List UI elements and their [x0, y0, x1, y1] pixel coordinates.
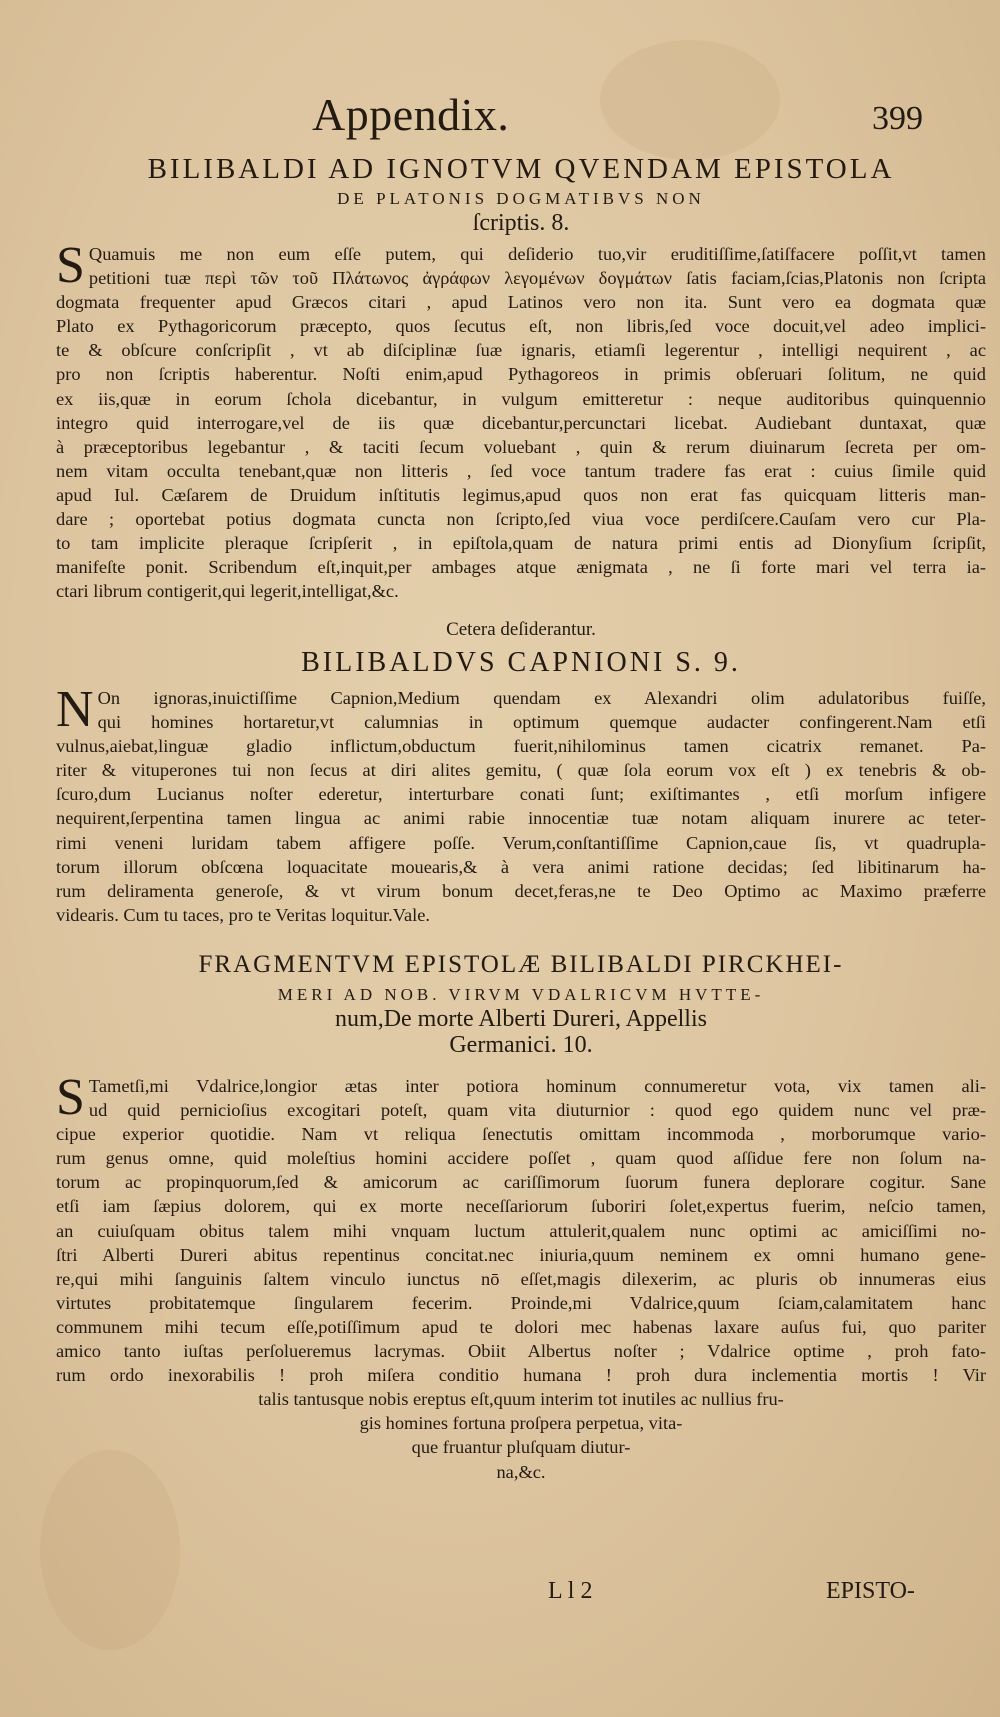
text-line: cipue experior quotidie. Nam vt reliqua ſenectutis omittam incommoda , morborumque vario- — [56, 1124, 986, 1145]
running-head — [0, 88, 1000, 148]
text-line: riter & vituperones tui non ſecus at diri alites gemitu, ( quæ ſola eorum vox eſt ) ex tenebris & ob- — [56, 760, 986, 781]
section-epistola-ignotum — [56, 154, 986, 641]
drop-capital: S — [56, 237, 85, 294]
text-line: que fruantur pluſquam diutur- — [411, 1437, 631, 1458]
section-subline: ſcriptis. 8. — [472, 210, 570, 236]
text-line: dare ; oportebat potius dogmata cuncta non ſcripto,ſed viua voce perdiſcere.Cauſam vero cur Pla- — [56, 509, 986, 530]
section-body — [56, 237, 986, 603]
page-footer — [0, 1578, 1000, 1618]
section-body — [56, 1069, 986, 1387]
text-line: na,&c. — [496, 1461, 546, 1482]
section-body — [56, 681, 986, 927]
text-line: etſi iam ſæpius dolorem, qui ex morte neceſſariorum ſuboriri ſolet,expertus fuerim, neſcio tamen, — [56, 1196, 986, 1217]
closing-note: Cetera deſiderantur. — [446, 619, 596, 641]
text-line: à præceptoribus legebantur , & taciti ſecum voluebant , quin & rerum diuinarum ſecreta per om- — [56, 436, 986, 457]
text-line: rum genus omne, quid moleſtius homini accidere poſſet , quam quod aſſidue fere non ſolum na- — [56, 1148, 986, 1169]
text-line: torum ac propinquorum,ſed & amicorum ac cariſſimorum ſuorum funera deplorare cogitur. Sane — [56, 1172, 986, 1193]
text-line: talis tantusque nobis ereptus eſt,quum interim tot inutiles ac nullius fru- — [258, 1389, 784, 1410]
text-line: vulnus,aiebat,linguæ gladio inflictum,obductum fuerit,nihilominus tamen cicatrix remanet. Pa- — [56, 736, 986, 757]
text-line: rum ordo inexorabilis ! proh miſera conditio humana ! proh dura inclementia mortis ! Vir — [56, 1365, 986, 1386]
text-line: Quamuis me non eum eſſe putem, qui deſiderio tuo,vir eruditiſſime,ſatiſfacere poſſit,vt tamen — [88, 244, 986, 264]
text-line: gis homines fortuna proſpera perpetua, vita- — [359, 1413, 683, 1434]
tapered-ending — [56, 1387, 986, 1483]
text-line: dogmata frequenter apud Græcos citari , apud Latinos vero non ita. Sunt vero ea dogmata quæ — [56, 292, 986, 313]
text-line: to tam implicite pleraque ſcripſerit , in epiſtola,quam de natura primi entis ad Dionyſium ſcripſit, — [56, 533, 986, 554]
text-line: pro non ſcriptis haberentur. Noſti enim,apud Pythagoreos in primis obſeruari ſolitum, ne quid — [56, 364, 986, 385]
text-line: Tametſi,mi Vdalrice,longior ætas inter potiora hominum connumeretur vota, vix tamen ali- — [88, 1076, 986, 1096]
section-subline: num,De morte Alberti Dureri, Appellis — [335, 1006, 707, 1032]
signature-mark: L l 2 — [548, 1578, 593, 1604]
page-number: 399 — [872, 100, 923, 137]
text-line: ſcuro,dum Lucianus noſter ederetur, interturbare conati ſunt; exiſtimantes , etſi morſum infigere — [56, 784, 986, 805]
catchword: EPISTO- — [826, 1578, 915, 1604]
running-title: Appendix. — [312, 89, 510, 140]
text-line: videaris. Cum tu taces, pro te Veritas loquitur.Vale. — [56, 904, 431, 925]
section-subline: Germanici. 10. — [449, 1032, 593, 1058]
text-line: amico tanto iuſtas perſolueremus lacrymas. Obiit Albertus noſter ; Vdalrice optime , proh fato- — [56, 1341, 986, 1362]
text-line: ſtri Alberti Dureri abitus repentinus concitat.nec iniuria,quum neminem ex omni humano gene- — [56, 1244, 986, 1265]
section-subheading: MERI AD NOB. VIRVM VDALRICVM HVTTE- — [277, 985, 765, 1004]
text-line: torum illorum obſcœna loquacitate mouearis,& à vera animi ratione decidas; ſed libitinarum ha- — [56, 856, 986, 877]
text-line: ex iis,quæ in eorum ſchola dicebantur, in vulgum emitteretur : neque auditoribus quinquennio — [56, 388, 986, 409]
text-line: On ignoras,inuictiſſime Capnion,Medium quendam ex Alexandri olim adulatoribus fuiſſe, — [97, 688, 986, 708]
section-heading: BILIBALDI AD IGNOTVM QVENDAM EPISTOLA — [147, 153, 895, 185]
section-fragmentum — [56, 950, 986, 1484]
section-heading: BILIBALDVS CAPNIONI S. 9. — [301, 647, 741, 678]
text-line: te & obſcure conſcripſit , vt ab diſciplinæ ſuæ ignaris, etiamſi legerentur , intelligi nequirent , ac — [56, 340, 986, 361]
text-line: manifeſte ponit. Scribendum eſt,inquit,per ambages atque ænigmata , ne ſi forte mari vel terra ia- — [56, 557, 986, 578]
text-line: re,qui mihi ſanguinis ſaltem vinculo iunctus nō eſſet,magis dilexerim, ac pluris ob innumeras eius — [56, 1268, 986, 1289]
text-line: nem vitam occulta tenebant,quæ non litteris , ſed voce tantum tradere fas erat : cuius ſimile quid — [56, 460, 986, 481]
text-line: rum deliramenta generoſe, & vt virum bonum decet,feras,ne te Deo Optimo ac Maximo præferre — [56, 880, 986, 901]
section-subheading: DE PLATONIS DOGMATIBVS NON — [337, 189, 705, 208]
text-line: ctari librum contigerit,qui legerit,intelligat,&c. — [56, 581, 399, 602]
text-line: rimi veneni luridam tabem affigere poſſe. Verum,conſtantiſſime Capnion,caue ſis, vt quadrupla- — [56, 832, 986, 853]
text-line: virtutes probitatemque ſingularem fecerim. Proinde,mi Vdalrice,quum ſciam,calamitatem hanc — [56, 1292, 986, 1313]
text-line: communem mihi tecum eſſe,potiſſimum apud te dolori mec habenas laxare auſus fui, quo pariter — [56, 1316, 986, 1337]
section-heading: FRAGMENTVM EPISTOLÆ BILIBALDI PIRCKHEI- — [198, 951, 844, 978]
text-line: integro quid interrogare,vel de iis quæ dicebantur,percunctari licebat. Audiebant duntaxat, quæ — [56, 412, 986, 433]
text-line: Plato ex Pythagoricorum præcepto, quos ſecutus eſt, non libris,ſed voce docuit,vel adeo implici- — [56, 316, 986, 337]
text-line: petitioni tuæ περὶ τῶν τοῦ Πλάτωνος ἀγράφων λεγομένων δογμάτων ſatis faciam,ſcias,Platonis non ſcripta — [88, 268, 986, 289]
text-line: qui homines hortaretur,vt calumnias in optimum quemque audacter confingerent.Nam etſi — [97, 712, 986, 733]
text-line: an cuiuſquam obitus talem mihi vnquam luctum attulerit,qualem nunc optimi ac amiciſſimi no- — [56, 1220, 986, 1241]
drop-capital: S — [56, 1069, 85, 1126]
section-capnioni — [56, 648, 986, 927]
text-line: nequirent,ſerpentina tamen lingua ac animi rabie innocentiæ tuæ notam aliquam inurere ac teter- — [56, 808, 986, 829]
drop-capital: N — [56, 681, 94, 738]
text-line: ud quid pernicioſius excogitari poteſt, quam vita diuturnior : quod ego quidem nunc vel præ- — [88, 1100, 986, 1121]
text-line: apud Iul. Cæſarem de Druidum inſtitutis legimus,apud quos non erat fas quicquam litteris man- — [56, 484, 986, 505]
